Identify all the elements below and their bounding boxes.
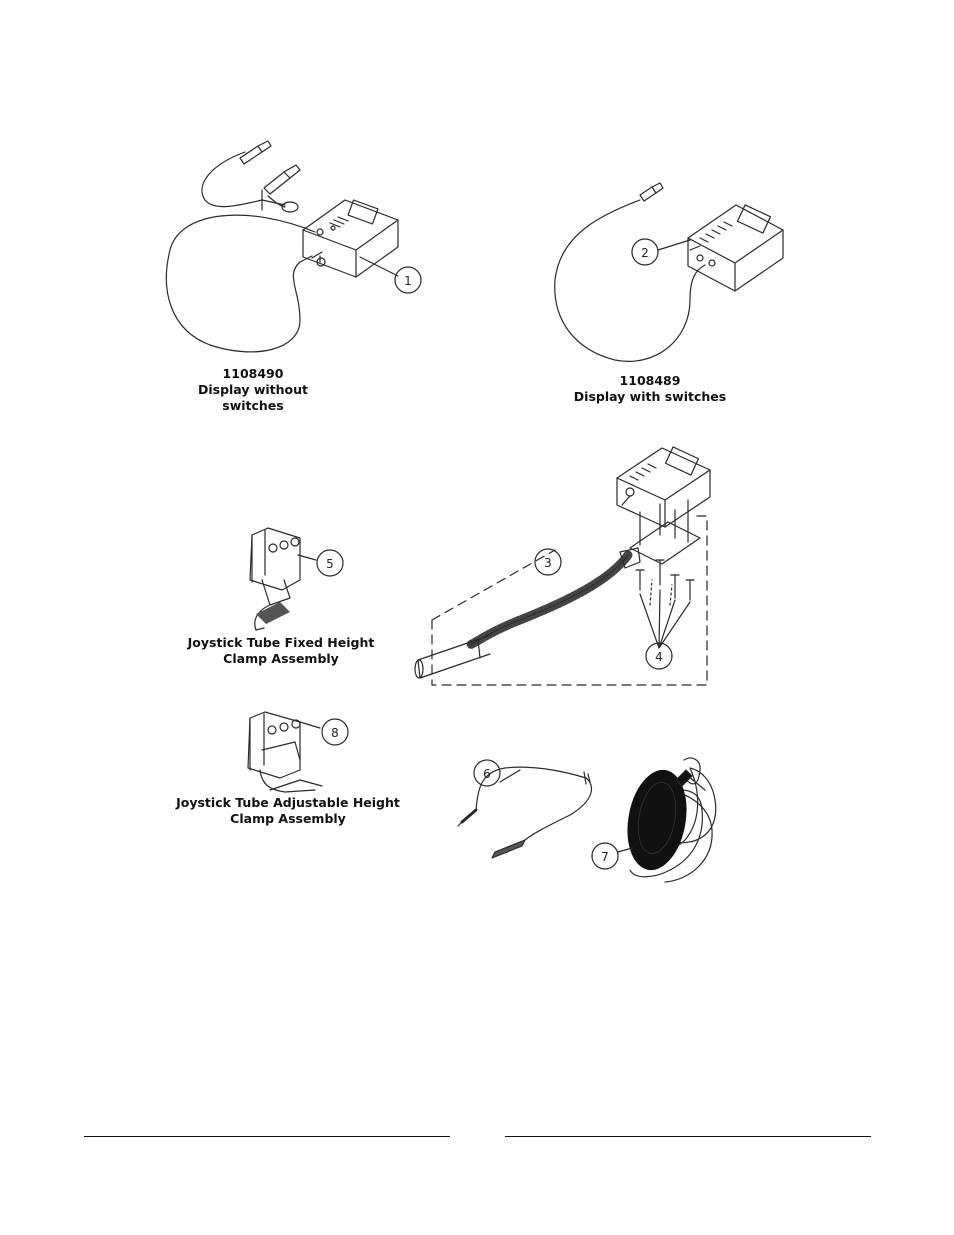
caption-adjustable-height-clamp (158, 795, 418, 827)
adjustable-height-clamp-illustration (248, 712, 348, 792)
description-line-1: Joystick Tube Adjustable Height (176, 795, 400, 810)
footer-rule-right (505, 1136, 871, 1137)
footer-rule-left (84, 1136, 450, 1137)
callout-5: 5 (326, 557, 334, 571)
callout-6: 6 (483, 767, 491, 781)
part-number-1108489: 1108489 (619, 373, 681, 388)
description-line-2: Clamp Assembly (223, 651, 339, 666)
description-line-1: Display with switches (573, 389, 727, 404)
callout-8: 8 (331, 726, 339, 740)
cable-illustration (458, 760, 591, 858)
part-number-1108490: 1108490 (222, 366, 284, 381)
description-line-2: switches (222, 398, 284, 413)
display-without-switches-illustration (166, 141, 421, 352)
display-with-switches-illustration (555, 183, 783, 361)
description-line-1: Display without (197, 382, 309, 397)
gooseneck-mount-illustration (415, 447, 710, 685)
callout-4: 4 (655, 650, 663, 664)
callout-7: 7 (601, 850, 609, 864)
callout-1: 1 (404, 274, 412, 288)
description-line-1: Joystick Tube Fixed Height (187, 635, 375, 650)
caption-display-with-switches (550, 373, 750, 405)
callout-3: 3 (544, 556, 552, 570)
caption-fixed-height-clamp (161, 635, 401, 667)
callout-2: 2 (641, 246, 649, 260)
description-line-2: Clamp Assembly (230, 811, 346, 826)
switch-pad-illustration (592, 758, 716, 882)
fixed-height-clamp-illustration (250, 528, 343, 630)
caption-display-without-switches (153, 366, 353, 414)
